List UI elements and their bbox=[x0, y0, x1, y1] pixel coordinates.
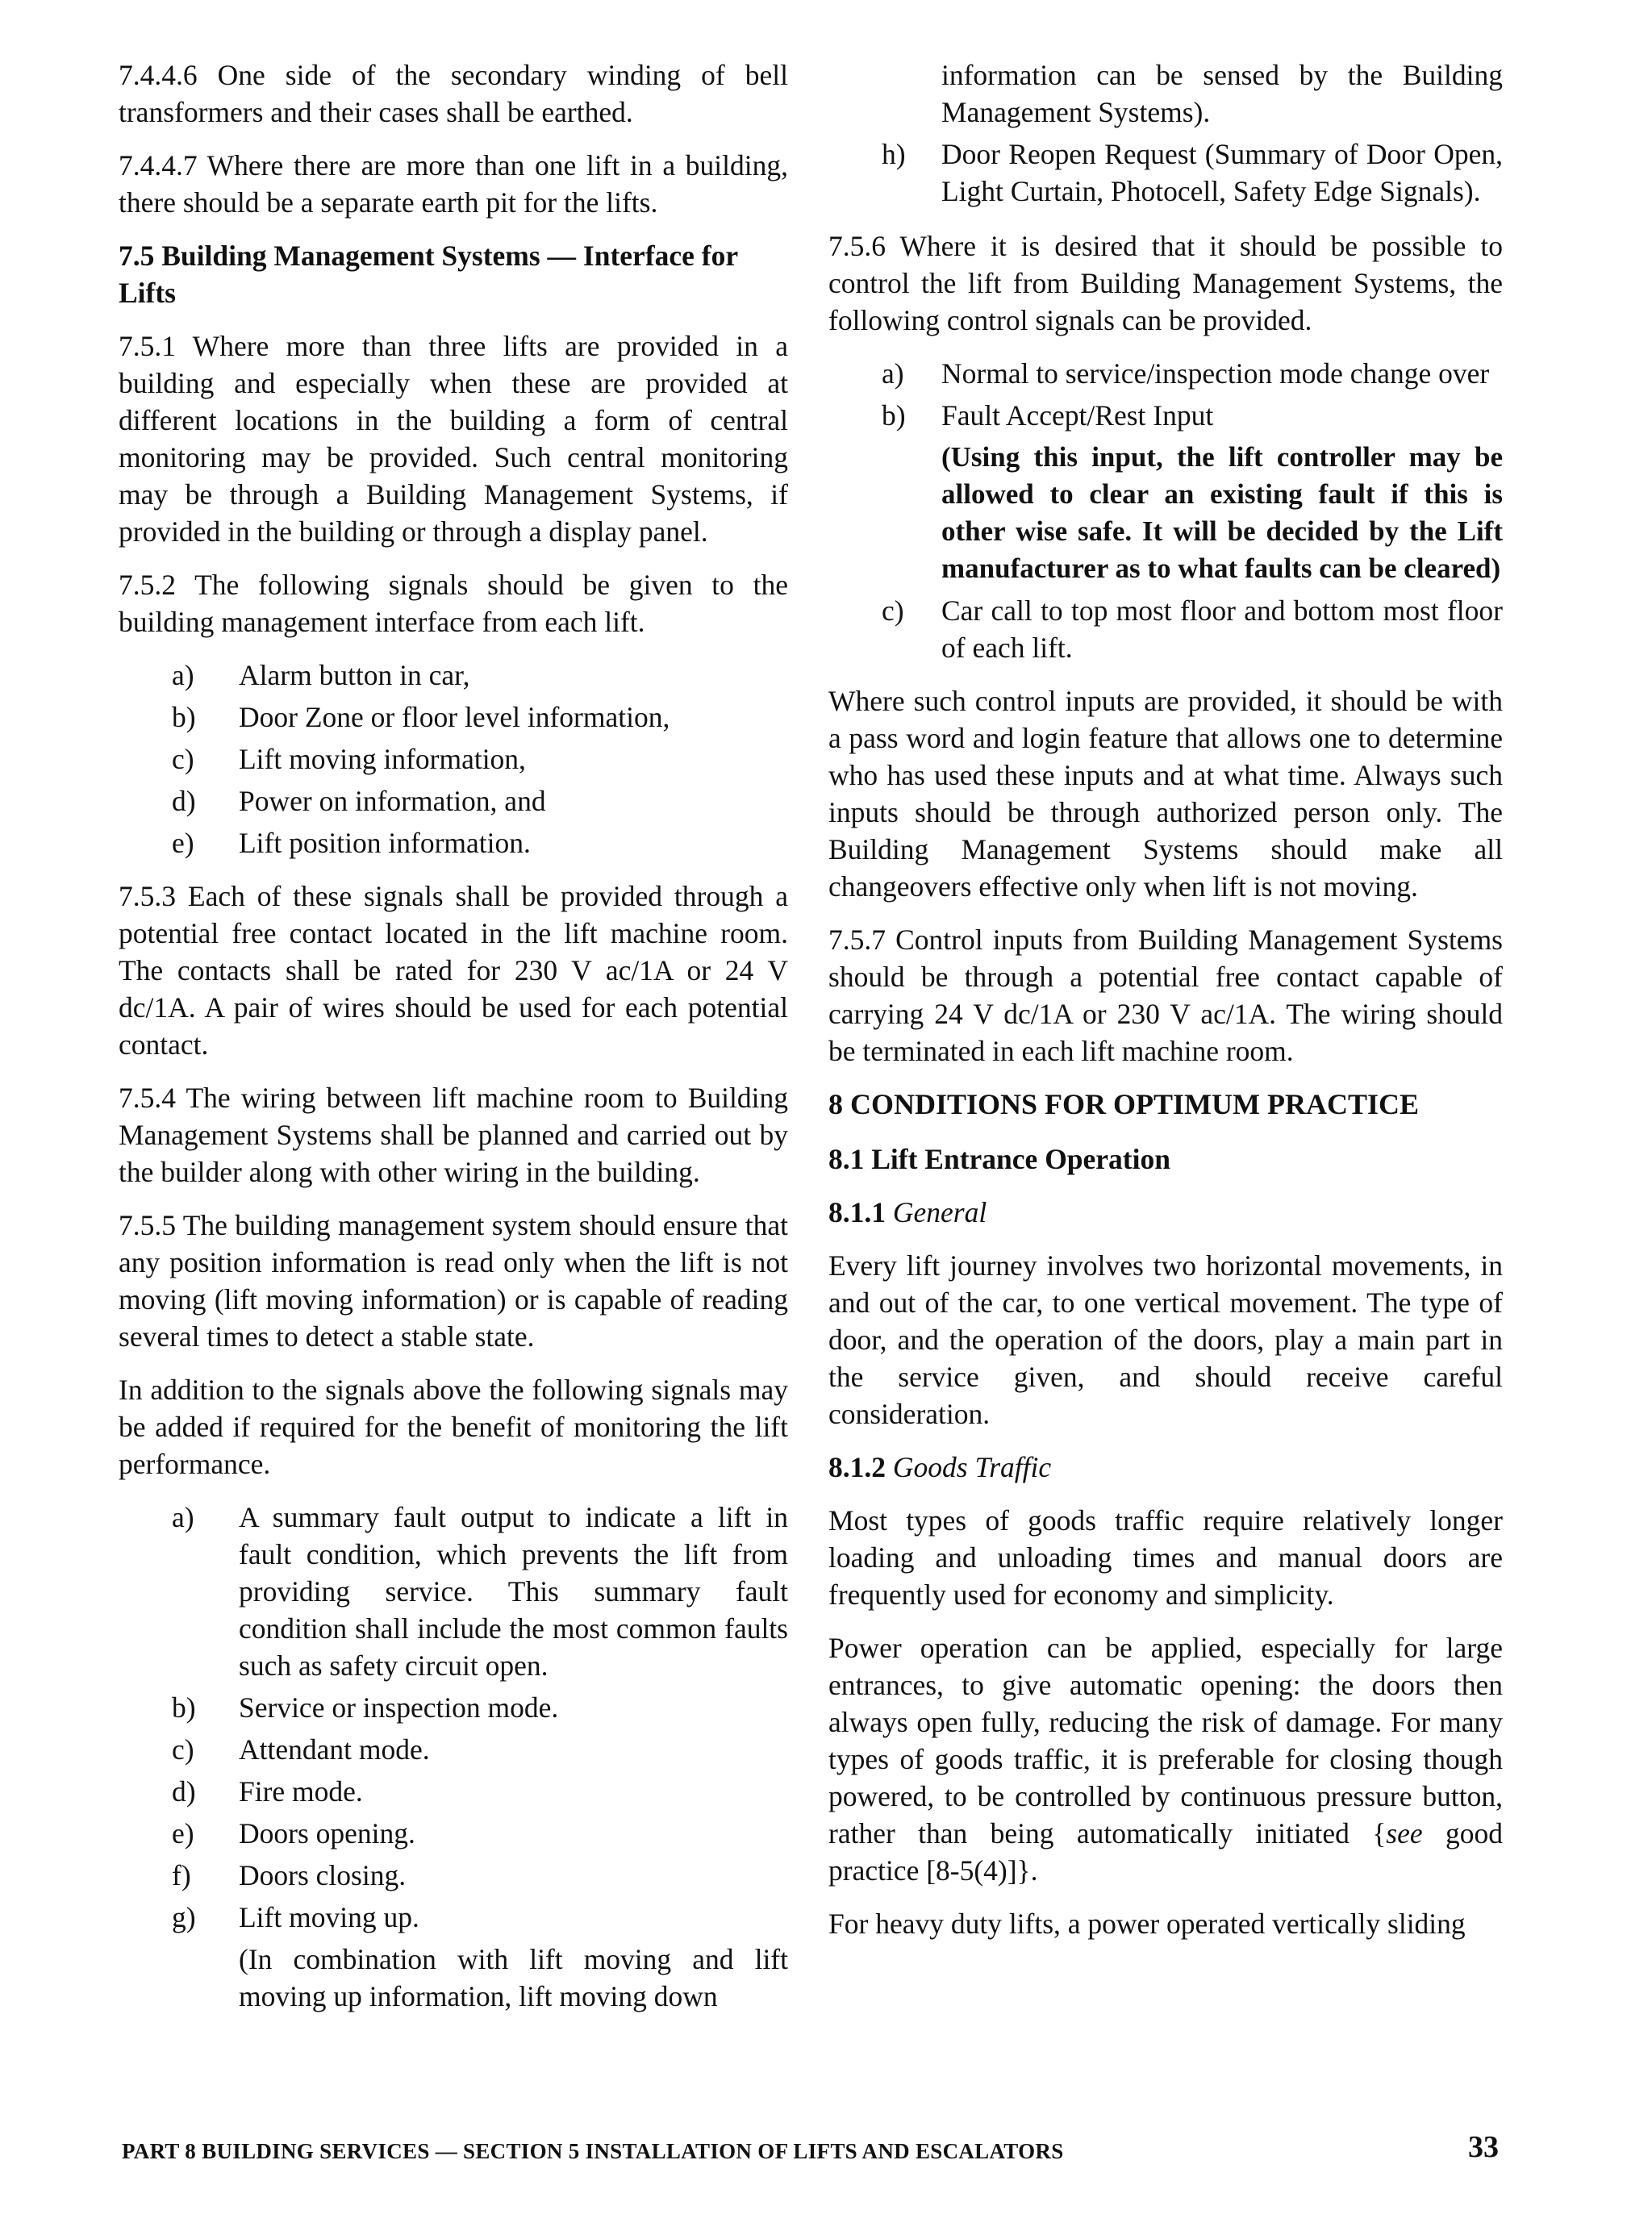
clause-7-5-2: 7.5.2 The following signals should be given to the building management interface from each lift. bbox=[119, 569, 788, 638]
list-item: e) Doors opening. bbox=[172, 1817, 415, 1849]
clause-8-1-1-text: Every lift journey involves two horizontal movements, in and out of the car, to one vertical movement. The type of door, and the operation of the doors, play a main part in the service given, and should receive careful consideration. bbox=[828, 1249, 1503, 1430]
clause-7-5-5: 7.5.5 The building management system should ensure that any position information is read only when the lift is not moving (lift moving information) or is capable of reading several times to detect a stable state. bbox=[119, 1209, 788, 1353]
list-item: a) A summary fault output to indicate a lift in fault condition, which prevents the lift from providing service. This summary fault condition shall include the most common faults such as safety circuit open. bbox=[172, 1501, 788, 1682]
list-item: b) Service or inspection mode. bbox=[172, 1691, 559, 1724]
signals-list bbox=[119, 657, 788, 861]
additional-signals-intro: In addition to the signals above the following signals may be added if required for the benefit of monitoring the lift performance. bbox=[119, 1374, 788, 1480]
clause-7-5-4: 7.5.4 The wiring between lift machine room to Building Management Systems shall be planned and carried out by the builder along with other wiring in the building. bbox=[119, 1082, 788, 1188]
section-heading-8-1-1: 8.1.1 General bbox=[828, 1196, 987, 1228]
list-item: d) Power on information, and bbox=[172, 785, 546, 817]
list-item: a) Normal to service/inspection mode change over bbox=[882, 357, 1490, 390]
right-column bbox=[828, 56, 1503, 1958]
list-item: c) Lift moving information, bbox=[172, 743, 526, 775]
list-item: h) Door Reopen Request (Summary of Door Open, Light Curtain, Photocell, Safety Edge Signals). bbox=[882, 138, 1503, 207]
continued-signals-list bbox=[828, 56, 1503, 210]
heavy-duty-text: For heavy duty lifts, a power operated vertically sliding bbox=[828, 1908, 1466, 1940]
left-column bbox=[119, 56, 788, 2031]
page-footer: PART 8 BUILDING SERVICES — SECTION 5 INSTALLATION OF LIFTS AND ESCALATORS bbox=[122, 2139, 1064, 2163]
list-item-note: (In combination with lift moving and lift moving up information, lift moving down bbox=[239, 1943, 788, 2012]
clause-7-4-4-7: 7.4.4.7 Where there are more than one lift in a building, there should be a separate earth pit for the lifts. bbox=[119, 149, 788, 219]
list-item: b) Door Zone or floor level information, bbox=[172, 701, 670, 733]
list-item: g) Lift moving up. bbox=[172, 1901, 419, 1933]
section-heading-8-1: 8.1 Lift Entrance Operation bbox=[828, 1143, 1170, 1175]
power-operation-text: Power operation can be applied, especially for large entrances, to give automatic opening: the doors then always open fully, reducing the risk of damage. For many types of goods traffic, it is preferable for closing though powered, to be controlled by continuous pressure button, rather than being automatically initiated {see good practice [8-5(4)]}. bbox=[828, 1632, 1503, 1887]
clause-8-1-2-text: Most types of goods traffic require relatively longer loading and unloading times and manual doors are frequently used for economy and simplicity. bbox=[828, 1504, 1503, 1611]
list-item: c) Attendant mode. bbox=[172, 1733, 430, 1766]
list-item-note: (Using this input, the lift controller may be allowed to clear an existing fault if this is other wise safe. It will be decided by the Lift manufacturer as to what faults can be cleared) bbox=[941, 441, 1503, 584]
list-item: c) Car call to top most floor and bottom most floor of each lift. bbox=[882, 594, 1503, 664]
list-item: b) Fault Accept/Rest Input bbox=[882, 399, 1214, 432]
section-heading-8-1-2: 8.1.2 Goods Traffic bbox=[828, 1451, 1052, 1483]
section-heading-8: 8 CONDITIONS FOR OPTIMUM PRACTICE bbox=[828, 1088, 1420, 1120]
continued-text: information can be sensed by the Building Management Systems). bbox=[941, 59, 1503, 128]
page-number: 33 bbox=[1468, 2130, 1499, 2164]
clause-7-5-7: 7.5.7 Control inputs from Building Management Systems should be through a potential free contact capable of carrying 24 V dc/1A or 230 V ac/1A. The wiring should be terminated in each lift machine room. bbox=[828, 924, 1503, 1067]
clause-7-5-6: 7.5.6 Where it is desired that it should be possible to control the lift from Building Management Systems, the following control signals can be provided. bbox=[828, 230, 1503, 336]
clause-7-4-4-6: 7.4.4.6 One side of the secondary winding of bell transformers and their cases shall be earthed. bbox=[119, 59, 788, 128]
additional-signals-list bbox=[119, 1499, 788, 2015]
clause-7-5-1: 7.5.1 Where more than three lifts are provided in a building and especially when these are provided at different locations in the building a form of central monitoring may be provided. Such central monitoring may be through a Building Management Systems, if provided in the building or through a display panel. bbox=[119, 330, 788, 548]
list-item: e) Lift position information. bbox=[172, 827, 531, 859]
section-heading-7-5: 7.5 Building Management Systems — Interface for Lifts bbox=[119, 240, 738, 309]
list-item: f) Doors closing. bbox=[172, 1859, 407, 1891]
clause-7-5-3: 7.5.3 Each of these signals shall be provided through a potential free contact located in the lift machine room. The contacts shall be rated for 230 V ac/1A or 24 V dc/1A. A pair of wires should be used for each potential contact. bbox=[119, 880, 788, 1061]
list-item: d) Fire mode. bbox=[172, 1775, 363, 1808]
list-item: a) Alarm button in car, bbox=[172, 659, 470, 691]
control-inputs-note: Where such control inputs are provided, it should be with a pass word and login feature that allows one to determine who has used these inputs and at what time. Always such inputs should be through authorized person only. The Building Management Systems should make all changeovers effective only when lift is not moving. bbox=[828, 685, 1503, 903]
control-signals-list bbox=[828, 355, 1503, 666]
